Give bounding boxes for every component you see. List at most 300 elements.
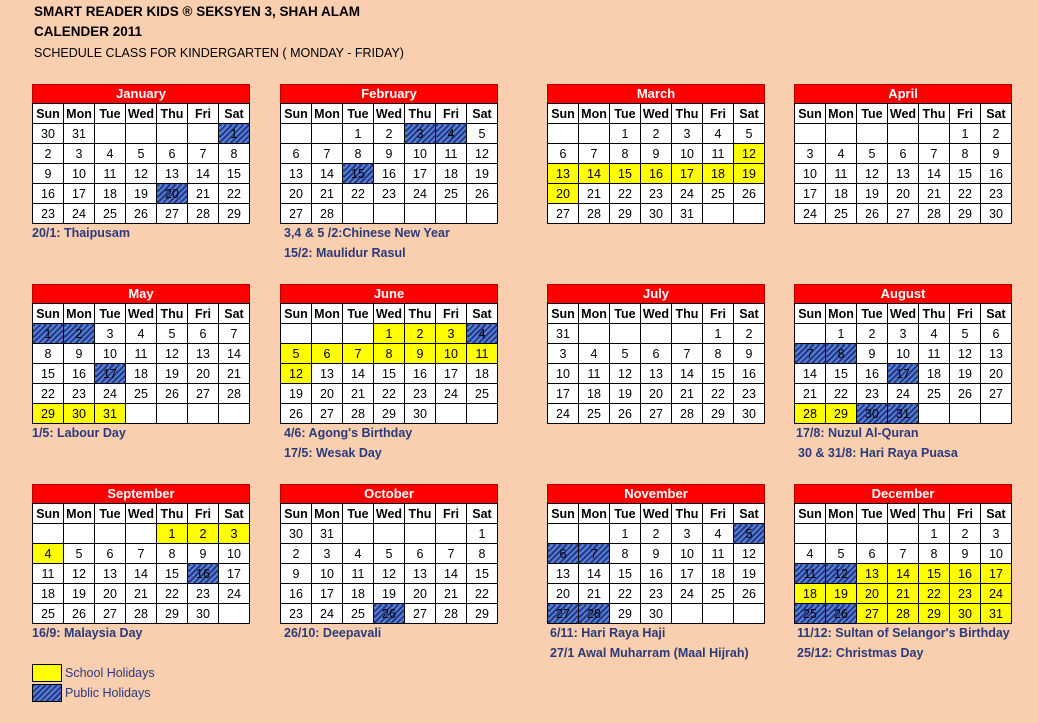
day-cell: 10 xyxy=(795,164,826,184)
day-cell: 4 xyxy=(703,524,734,544)
day-cell: 4 xyxy=(919,324,950,344)
day-cell: 9 xyxy=(33,164,64,184)
day-cell: 20 xyxy=(548,584,579,604)
day-cell: 28 xyxy=(126,604,157,624)
day-cell: 25 xyxy=(33,604,64,624)
day-cell: 19 xyxy=(126,184,157,204)
day-cell: 20 xyxy=(641,384,672,404)
legend-school xyxy=(32,663,155,683)
day-cell: 12 xyxy=(826,564,857,584)
day-cell xyxy=(795,524,826,544)
day-cell: 8 xyxy=(467,544,498,564)
day-name: Tue xyxy=(857,504,888,524)
note-september-1: 16/9: Malaysia Day xyxy=(32,626,143,640)
day-name: Tue xyxy=(610,504,641,524)
day-cell: 2 xyxy=(981,124,1012,144)
day-name: Sun xyxy=(795,504,826,524)
day-cell: 6 xyxy=(641,344,672,364)
day-cell: 26 xyxy=(734,184,765,204)
day-cell: 8 xyxy=(374,344,405,364)
note-october-1: 26/10: Deepavali xyxy=(284,626,382,640)
day-name: Thu xyxy=(405,104,436,124)
day-cell xyxy=(436,404,467,424)
day-cell: 3 xyxy=(672,124,703,144)
day-cell: 2 xyxy=(405,324,436,344)
day-cell: 22 xyxy=(219,184,250,204)
day-cell: 19 xyxy=(857,184,888,204)
day-cell: 14 xyxy=(312,164,343,184)
day-name: Thu xyxy=(919,104,950,124)
day-cell: 8 xyxy=(826,344,857,364)
day-cell: 5 xyxy=(374,544,405,564)
day-cell: 29 xyxy=(33,404,64,424)
day-cell: 18 xyxy=(703,164,734,184)
school-holiday-swatch xyxy=(32,664,62,682)
day-cell: 22 xyxy=(826,384,857,404)
day-cell: 18 xyxy=(703,564,734,584)
day-cell: 11 xyxy=(126,344,157,364)
day-cell: 26 xyxy=(467,184,498,204)
day-name: Tue xyxy=(95,504,126,524)
day-name: Sat xyxy=(467,104,498,124)
day-cell: 7 xyxy=(126,544,157,564)
day-cell: 7 xyxy=(579,144,610,164)
day-cell: 11 xyxy=(795,564,826,584)
day-cell: 8 xyxy=(950,144,981,164)
day-cell: 21 xyxy=(436,584,467,604)
calendar-title: CALENDER 2011 xyxy=(34,24,143,39)
day-cell: 7 xyxy=(888,544,919,564)
day-name: Sat xyxy=(981,104,1012,124)
day-name: Wed xyxy=(641,104,672,124)
day-cell: 28 xyxy=(579,604,610,624)
day-cell: 26 xyxy=(157,384,188,404)
day-cell: 16 xyxy=(641,164,672,184)
day-cell: 8 xyxy=(703,344,734,364)
day-name: Sat xyxy=(981,504,1012,524)
day-name: Fri xyxy=(188,104,219,124)
day-cell: 22 xyxy=(703,384,734,404)
day-cell: 16 xyxy=(374,164,405,184)
day-cell: 3 xyxy=(219,524,250,544)
day-cell: 28 xyxy=(919,204,950,224)
day-cell: 6 xyxy=(312,344,343,364)
day-cell: 17 xyxy=(672,564,703,584)
day-cell xyxy=(188,124,219,144)
month-august xyxy=(794,284,1012,424)
day-cell: 21 xyxy=(672,384,703,404)
month-table-february xyxy=(280,103,498,224)
day-cell: 3 xyxy=(548,344,579,364)
day-cell: 21 xyxy=(579,584,610,604)
day-cell: 2 xyxy=(64,324,95,344)
day-cell: 22 xyxy=(950,184,981,204)
day-name: Mon xyxy=(312,504,343,524)
day-cell: 3 xyxy=(312,544,343,564)
day-name: Fri xyxy=(188,304,219,324)
day-cell: 31 xyxy=(888,404,919,424)
day-name: Tue xyxy=(343,504,374,524)
day-cell: 7 xyxy=(795,344,826,364)
day-cell: 18 xyxy=(795,584,826,604)
day-cell: 7 xyxy=(919,144,950,164)
day-name: Sat xyxy=(467,504,498,524)
day-cell: 14 xyxy=(672,364,703,384)
day-cell: 11 xyxy=(436,144,467,164)
day-cell: 18 xyxy=(343,584,374,604)
day-cell xyxy=(64,524,95,544)
day-cell: 15 xyxy=(703,364,734,384)
day-cell: 23 xyxy=(405,384,436,404)
day-cell: 23 xyxy=(950,584,981,604)
day-cell: 7 xyxy=(343,344,374,364)
month-title-february: February xyxy=(280,84,498,103)
day-name: Tue xyxy=(610,304,641,324)
day-cell: 5 xyxy=(467,124,498,144)
day-name: Sun xyxy=(795,304,826,324)
day-cell: 18 xyxy=(826,184,857,204)
day-name: Wed xyxy=(126,104,157,124)
day-cell xyxy=(703,604,734,624)
day-cell: 8 xyxy=(219,144,250,164)
day-cell: 20 xyxy=(981,364,1012,384)
day-cell: 6 xyxy=(188,324,219,344)
day-cell xyxy=(981,404,1012,424)
day-name: Sat xyxy=(219,304,250,324)
day-cell: 12 xyxy=(734,544,765,564)
day-cell: 6 xyxy=(548,544,579,564)
day-cell: 4 xyxy=(95,144,126,164)
day-cell: 31 xyxy=(981,604,1012,624)
day-cell: 21 xyxy=(343,384,374,404)
day-cell xyxy=(467,404,498,424)
day-cell: 3 xyxy=(64,144,95,164)
day-cell: 16 xyxy=(188,564,219,584)
day-name: Wed xyxy=(888,504,919,524)
day-cell: 9 xyxy=(857,344,888,364)
day-cell xyxy=(126,524,157,544)
day-cell: 17 xyxy=(95,364,126,384)
day-name: Sat xyxy=(467,304,498,324)
day-cell: 3 xyxy=(405,124,436,144)
day-name: Thu xyxy=(157,504,188,524)
day-cell: 7 xyxy=(312,144,343,164)
day-cell: 1 xyxy=(467,524,498,544)
month-table-november xyxy=(547,503,765,624)
day-cell xyxy=(919,124,950,144)
day-name: Thu xyxy=(405,504,436,524)
day-cell: 31 xyxy=(548,324,579,344)
day-cell: 24 xyxy=(312,604,343,624)
day-cell: 13 xyxy=(981,344,1012,364)
day-cell: 15 xyxy=(950,164,981,184)
day-cell: 23 xyxy=(281,604,312,624)
day-cell: 27 xyxy=(981,384,1012,404)
day-name: Wed xyxy=(126,504,157,524)
month-table-june xyxy=(280,303,498,424)
day-cell: 17 xyxy=(672,164,703,184)
note-november-2: 27/1 Awal Muharram (Maal Hijrah) xyxy=(550,646,749,660)
day-cell xyxy=(548,124,579,144)
day-cell: 8 xyxy=(919,544,950,564)
day-cell xyxy=(610,324,641,344)
day-cell: 16 xyxy=(857,364,888,384)
note-august-1: 17/8: Nuzul Al-Quran xyxy=(796,426,919,440)
note-may-1: 1/5: Labour Day xyxy=(32,426,126,440)
day-cell xyxy=(312,124,343,144)
day-cell: 1 xyxy=(950,124,981,144)
day-cell: 29 xyxy=(919,604,950,624)
day-name: Thu xyxy=(919,504,950,524)
day-cell xyxy=(826,124,857,144)
day-cell: 29 xyxy=(610,204,641,224)
day-cell: 2 xyxy=(641,524,672,544)
day-cell: 10 xyxy=(312,564,343,584)
day-cell xyxy=(795,324,826,344)
day-cell: 7 xyxy=(188,144,219,164)
day-cell: 13 xyxy=(888,164,919,184)
month-title-august: August xyxy=(794,284,1012,303)
day-cell: 26 xyxy=(950,384,981,404)
day-cell xyxy=(219,604,250,624)
day-cell: 14 xyxy=(436,564,467,584)
day-cell: 10 xyxy=(219,544,250,564)
day-name: Wed xyxy=(126,304,157,324)
day-cell: 9 xyxy=(734,344,765,364)
day-cell: 23 xyxy=(857,384,888,404)
day-cell: 12 xyxy=(374,564,405,584)
day-cell: 26 xyxy=(857,204,888,224)
day-cell: 27 xyxy=(888,204,919,224)
note-june-1: 4/6: Agong's Birthday xyxy=(284,426,413,440)
day-cell: 20 xyxy=(405,584,436,604)
day-cell: 22 xyxy=(157,584,188,604)
day-cell: 20 xyxy=(312,384,343,404)
day-cell: 13 xyxy=(548,564,579,584)
day-cell: 15 xyxy=(826,364,857,384)
day-cell: 16 xyxy=(950,564,981,584)
day-cell: 15 xyxy=(610,564,641,584)
day-name: Wed xyxy=(374,504,405,524)
day-cell: 6 xyxy=(95,544,126,564)
day-cell xyxy=(857,124,888,144)
day-cell: 13 xyxy=(857,564,888,584)
day-cell xyxy=(950,404,981,424)
day-name: Tue xyxy=(857,104,888,124)
day-cell: 1 xyxy=(703,324,734,344)
day-cell: 24 xyxy=(548,404,579,424)
day-cell xyxy=(343,524,374,544)
day-cell xyxy=(405,524,436,544)
day-cell xyxy=(888,524,919,544)
public-holiday-swatch xyxy=(32,684,62,702)
day-name: Fri xyxy=(188,504,219,524)
day-cell: 12 xyxy=(281,364,312,384)
day-name: Wed xyxy=(888,104,919,124)
day-cell: 28 xyxy=(795,404,826,424)
day-cell xyxy=(95,124,126,144)
day-cell: 29 xyxy=(467,604,498,624)
day-name: Sun xyxy=(33,304,64,324)
day-cell: 25 xyxy=(826,204,857,224)
day-cell: 19 xyxy=(64,584,95,604)
day-name: Tue xyxy=(95,304,126,324)
month-table-january xyxy=(32,103,250,224)
month-title-october: October xyxy=(280,484,498,503)
day-cell: 27 xyxy=(548,604,579,624)
day-cell: 21 xyxy=(919,184,950,204)
day-cell: 25 xyxy=(467,384,498,404)
month-title-december: December xyxy=(794,484,1012,503)
month-table-october xyxy=(280,503,498,624)
day-cell: 23 xyxy=(981,184,1012,204)
month-january xyxy=(32,84,250,224)
day-cell: 17 xyxy=(405,164,436,184)
day-name: Sun xyxy=(548,504,579,524)
month-table-july xyxy=(547,303,765,424)
day-cell: 1 xyxy=(219,124,250,144)
day-cell: 27 xyxy=(857,604,888,624)
day-cell: 29 xyxy=(610,604,641,624)
day-cell: 16 xyxy=(33,184,64,204)
day-cell: 4 xyxy=(467,324,498,344)
month-table-april xyxy=(794,103,1012,224)
day-cell: 5 xyxy=(64,544,95,564)
day-cell: 11 xyxy=(919,344,950,364)
day-cell: 12 xyxy=(157,344,188,364)
day-cell: 11 xyxy=(826,164,857,184)
month-title-january: January xyxy=(32,84,250,103)
day-name: Mon xyxy=(826,304,857,324)
day-cell: 8 xyxy=(33,344,64,364)
day-cell: 5 xyxy=(610,344,641,364)
day-cell: 30 xyxy=(857,404,888,424)
day-cell: 28 xyxy=(888,604,919,624)
day-cell: 14 xyxy=(888,564,919,584)
note-june-2: 17/5: Wesak Day xyxy=(284,446,382,460)
day-name: Mon xyxy=(579,504,610,524)
note-january-1: 20/1: Thaipusam xyxy=(32,226,130,240)
day-cell: 20 xyxy=(281,184,312,204)
day-cell: 15 xyxy=(157,564,188,584)
day-cell: 16 xyxy=(405,364,436,384)
day-cell: 7 xyxy=(219,324,250,344)
day-cell: 3 xyxy=(981,524,1012,544)
day-cell: 13 xyxy=(188,344,219,364)
day-cell: 16 xyxy=(981,164,1012,184)
day-cell: 2 xyxy=(734,324,765,344)
day-name: Sat xyxy=(734,304,765,324)
day-cell xyxy=(436,524,467,544)
day-cell: 10 xyxy=(64,164,95,184)
day-cell: 18 xyxy=(467,364,498,384)
month-title-june: June xyxy=(280,284,498,303)
day-cell: 4 xyxy=(826,144,857,164)
day-cell: 30 xyxy=(188,604,219,624)
day-cell xyxy=(467,204,498,224)
day-name: Thu xyxy=(157,104,188,124)
school-title: SMART READER KIDS ® SEKSYEN 3, SHAH ALAM xyxy=(34,4,360,19)
day-cell: 7 xyxy=(579,544,610,564)
day-cell: 28 xyxy=(188,204,219,224)
day-cell: 21 xyxy=(888,584,919,604)
day-cell: 10 xyxy=(672,544,703,564)
day-cell: 24 xyxy=(672,184,703,204)
day-cell: 13 xyxy=(281,164,312,184)
note-november-1: 6/11: Hari Raya Haji xyxy=(550,626,666,640)
day-name: Fri xyxy=(436,304,467,324)
day-cell: 28 xyxy=(579,204,610,224)
day-cell xyxy=(641,324,672,344)
day-cell: 1 xyxy=(610,124,641,144)
day-cell: 26 xyxy=(826,604,857,624)
day-cell: 21 xyxy=(126,584,157,604)
day-cell: 8 xyxy=(610,544,641,564)
day-name: Fri xyxy=(950,104,981,124)
day-cell: 25 xyxy=(703,584,734,604)
day-cell: 24 xyxy=(436,384,467,404)
day-cell: 3 xyxy=(795,144,826,164)
month-february xyxy=(280,84,498,224)
day-cell: 23 xyxy=(374,184,405,204)
day-cell: 9 xyxy=(641,544,672,564)
day-name: Thu xyxy=(672,104,703,124)
day-cell xyxy=(281,124,312,144)
day-cell xyxy=(219,404,250,424)
day-cell xyxy=(857,524,888,544)
day-cell: 27 xyxy=(641,404,672,424)
day-cell: 14 xyxy=(126,564,157,584)
day-cell: 17 xyxy=(312,584,343,604)
day-cell: 27 xyxy=(157,204,188,224)
day-cell: 5 xyxy=(734,524,765,544)
day-cell: 24 xyxy=(64,204,95,224)
day-name: Fri xyxy=(950,304,981,324)
day-cell: 19 xyxy=(734,564,765,584)
day-cell: 12 xyxy=(467,144,498,164)
day-cell: 16 xyxy=(734,364,765,384)
month-march xyxy=(547,84,765,224)
month-title-march: March xyxy=(547,84,765,103)
day-cell: 19 xyxy=(467,164,498,184)
month-september xyxy=(32,484,250,624)
day-cell: 20 xyxy=(157,184,188,204)
day-cell: 27 xyxy=(188,384,219,404)
day-cell: 4 xyxy=(579,344,610,364)
day-name: Sat xyxy=(219,504,250,524)
day-cell: 10 xyxy=(672,144,703,164)
day-cell: 13 xyxy=(157,164,188,184)
day-cell: 26 xyxy=(610,404,641,424)
day-cell: 17 xyxy=(795,184,826,204)
day-cell: 26 xyxy=(281,404,312,424)
day-cell: 19 xyxy=(157,364,188,384)
day-cell: 3 xyxy=(672,524,703,544)
day-cell: 2 xyxy=(188,524,219,544)
day-cell: 2 xyxy=(857,324,888,344)
month-table-september xyxy=(32,503,250,624)
day-cell xyxy=(405,204,436,224)
day-cell: 19 xyxy=(281,384,312,404)
day-name: Sun xyxy=(795,104,826,124)
day-cell: 16 xyxy=(641,564,672,584)
month-table-december xyxy=(794,503,1012,624)
day-cell xyxy=(95,524,126,544)
day-cell: 23 xyxy=(734,384,765,404)
day-cell: 11 xyxy=(703,144,734,164)
day-cell: 25 xyxy=(343,604,374,624)
day-cell xyxy=(126,124,157,144)
